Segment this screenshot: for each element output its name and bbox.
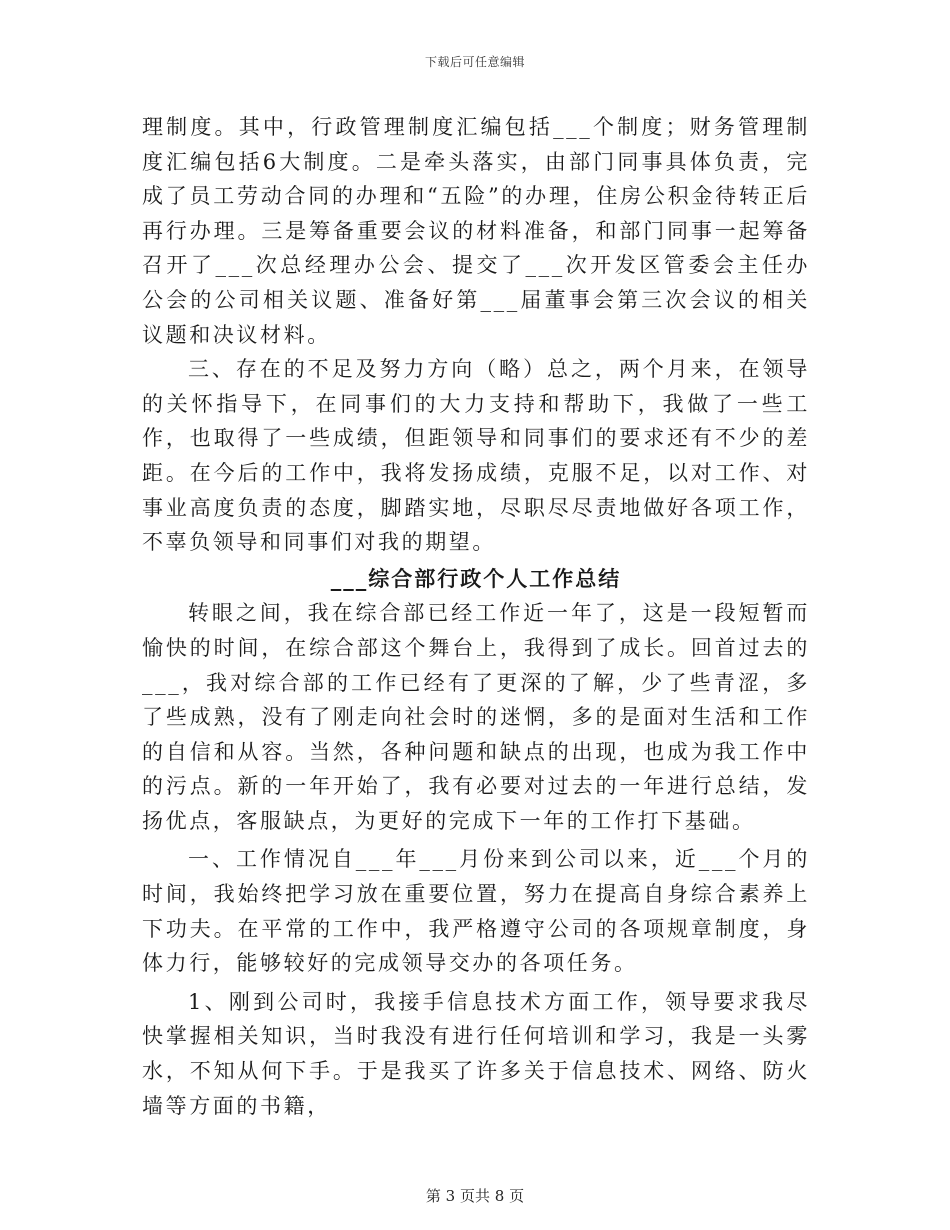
page-number: 第 3 页共 8 页 [425, 1187, 525, 1205]
paragraph-intro: 转眼之间，我在综合部已经工作近一年了，这是一段短暂而愉快的时间，在综合部这个舞台上，我得到了成长。回首过去的___，我对综合部的工作已经有了更深的了解，少了些青涩，多了些成熟，没有了刚走向社会时的迷惘，多的是面对生活和工作的自信和从容。当然，各种问题和缺点的出现，也成为我工作中的污点。新的一年开始了，我有必要对过去的一年进行总结，发扬优点，客服缺点，为更好的完成下一年的工作打下基础。 [142, 601, 810, 833]
section-title: ___综合部行政个人工作总结 [330, 565, 622, 591]
paragraph-item-1: 1、刚到公司时，我接手信息技术方面工作，领导要求我尽快掌握相关知识，当时我没有进行任何培训和学习，我是一头雾水，不知从何下手。于是我买了许多关于信息技术、网络、防火墙等方面的书籍， [142, 989, 810, 1118]
paragraph-shortcomings: 三、存在的不足及努力方向（略）总之，两个月来，在领导的关怀指导下，在同事们的大力支持和帮助下，我做了一些工作，也取得了一些成绩，但距领导和同事们的要求还有不少的差距。在今后的工作中，我将发扬成绩，克服不足，以对工作、对事业高度负责的态度，脚踏实地，尽职尽尽责地做好各项工作，不辜负领导和同事们对我的期望。 [142, 357, 810, 555]
paragraph-work-status: 一、工作情况自___年___月份来到公司以来，近___个月的时间，我始终把学习放在重要位置，努力在提高自身综合素养上下功夫。在平常的工作中，我严格遵守公司的各项规章制度，身体力行，能够较好的完成领导交办的各项任务。 [142, 847, 810, 976]
document-body [142, 110, 810, 1123]
page-header: 下载后可任意编辑 [424, 55, 525, 69]
paragraph-continued: 理制度。其中，行政管理制度汇编包括___个制度；财务管理制度汇编包括6大制度。二是牵头落实，由部门同事具体负责，完成了员工劳动合同的办理和“五险”的办理，住房公积金待转正后再行办理。三是筹备重要会议的材料准备，和部门同事一起筹备召开了___次总经理办公会、提交了___次开发区管委会主任办公会的公司相关议题、准备好第___届董事会第三次会议的相关议题和决议材料。 [142, 115, 810, 347]
